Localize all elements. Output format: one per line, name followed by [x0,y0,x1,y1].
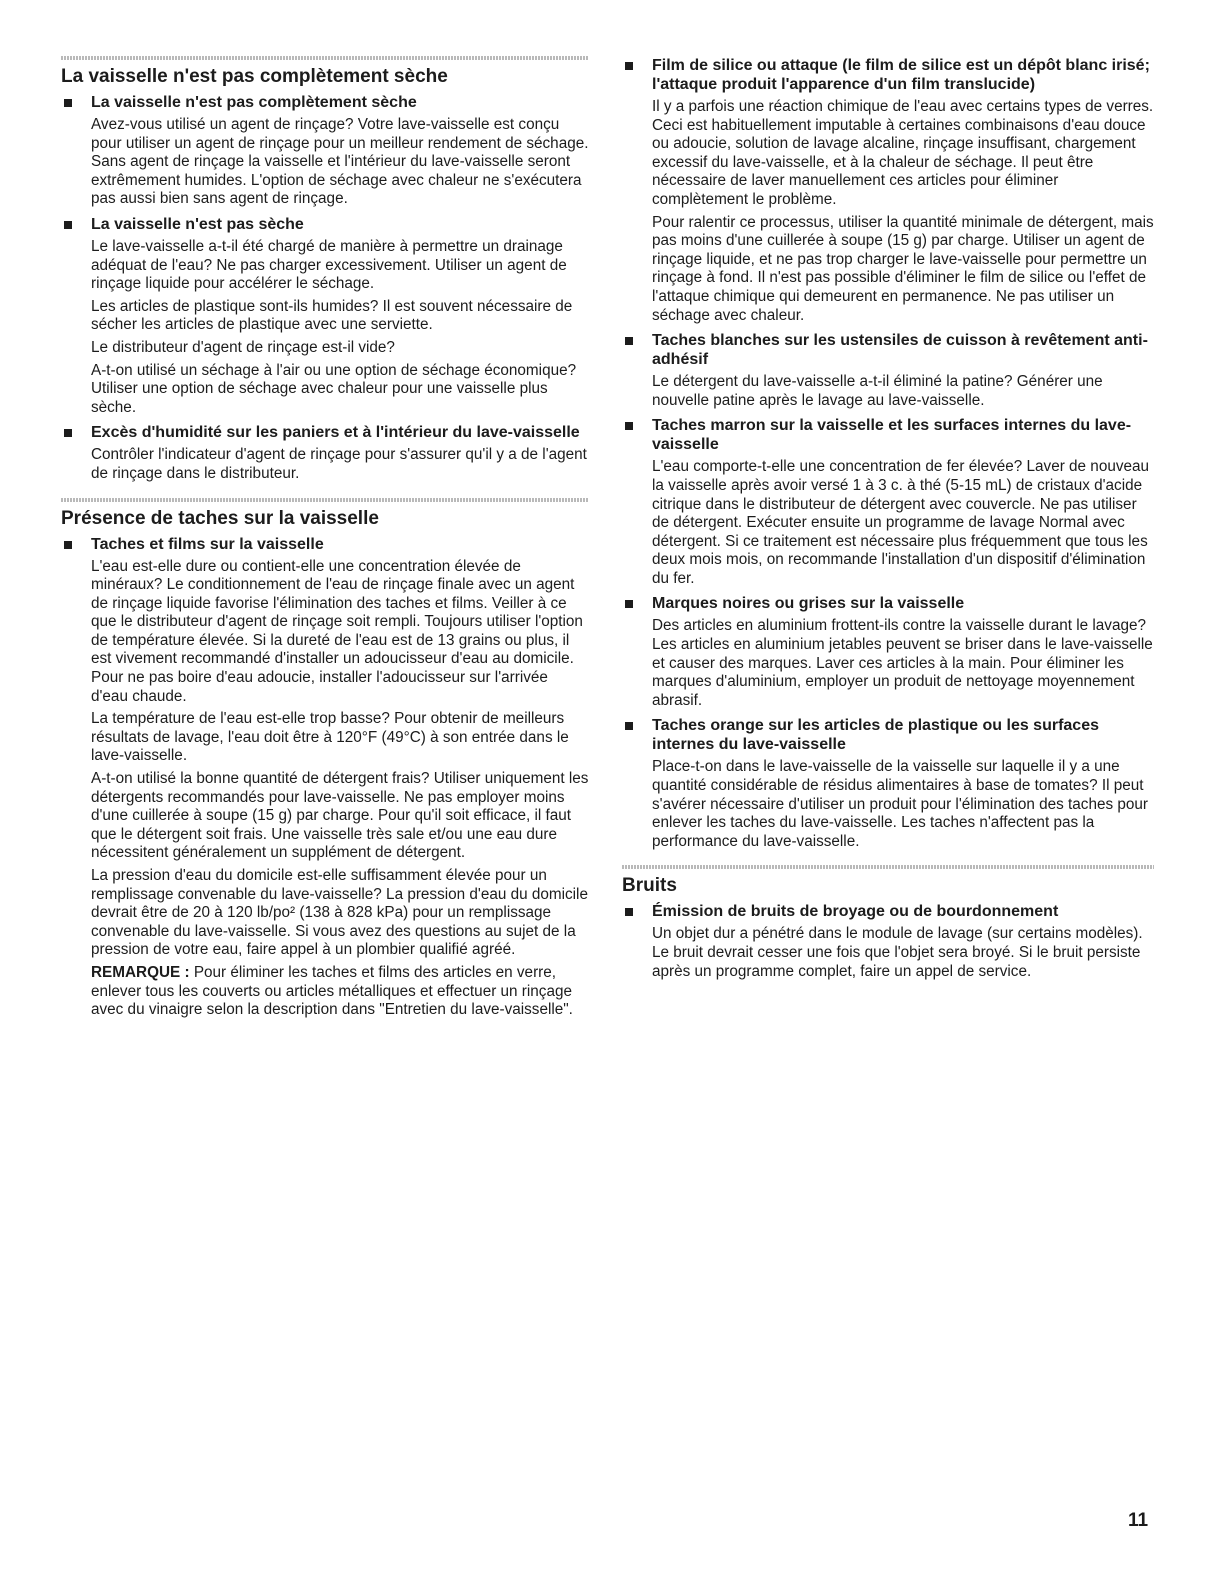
square-bullet-icon [64,221,72,229]
paragraph: Des articles en aluminium frottent-ils contre la vaisselle durant le lavage? Les articles en aluminium jetables peuvent se briser dans le lave-vaisselle et causer des marques. Laver ces articles à la main. Pour éliminer les marques d'aluminium, employer un produit de nettoyage moyennement abrasif. [652,617,1153,709]
list-item [622,716,1154,851]
paragraph: Avez-vous utilisé un agent de rinçage? Votre lave-vaisselle est conçu pour utiliser un agent de rinçage pour un meilleur rendement de séchage. Sans agent de rinçage la vaisselle et l'intérieur du lave-vaisselle seront extrêmement humides. L'option de séchage avec chaleur ne s'exécutera pas aussi bien sans agent de rinçage. [91,116,589,208]
left-column [61,56,589,1026]
list-item [622,56,1154,325]
list-item [622,416,1154,588]
paragraph: Le lave-vaisselle a-t-il été chargé de manière à permettre un drainage adéquat de l'eau? Ne pas charger excessivement. Utiliser un agent de rinçage liquide pour accélérer le séchage. [91,237,567,293]
square-bullet-icon [625,722,633,730]
paragraph: Contrôler l'indicateur d'agent de rinçage pour s'assurer qu'il y a de l'agent de rinçage dans le distributeur. [91,446,587,482]
item-heading: Film de silice ou attaque (le film de silice est un dépôt blanc irisé; l'attaque produit l'apparence d'un film translucide) [652,57,1150,93]
paragraph: Un objet dur a pénétré dans le module de lavage (sur certains modèles). Le bruit devrait cesser une fois que l'objet sera broyé. Si le bruit persiste après un programme complet, faire un appel de service. [652,925,1143,980]
section-heading-drying: La vaisselle n'est pas complètement sèche [61,66,448,87]
page-number: 11 [1128,1510,1149,1531]
list-item [61,535,589,1020]
right-column [622,56,1154,987]
list-item [61,423,589,483]
square-bullet-icon [64,429,72,437]
note-paragraph [91,964,589,1020]
item-heading: Taches marron sur la vaisselle et les surfaces internes du lave-vaisselle [652,417,1132,454]
item-heading: Taches orange sur les articles de plastique ou les surfaces internes du lave-vaisselle [652,717,1099,754]
list-item [622,902,1154,981]
paragraph: Place-t-on dans le lave-vaisselle de la vaisselle sur laquelle il y a une quantité considérable de résidus alimentaires à base de tomates? Il peut s'avérer nécessaire d'utiliser un produit pour l'élimination des taches pour enlever les taches du lave-vaisselle. Les taches n'affectent pas la performance du lave-vaisselle. [652,758,1148,850]
paragraph: La température de l'eau est-elle trop basse? Pour obtenir de meilleurs résultats de lavage, l'eau doit être à 120°F (49°C) à son entrée dans le lave-vaisselle. [91,710,569,765]
section-heading-spots: Présence de taches sur la vaisselle [61,507,379,529]
item-heading: La vaisselle n'est pas sèche [91,215,304,233]
list-item [61,215,589,417]
note-text: Pour éliminer les taches et films des articles en verre, enlever tous les couverts ou articles métalliques et effectuer un rinçage avec du vinaigre selon la description dans "Entretien du lave-vaisselle". [91,963,573,1019]
paragraph: L'eau comporte-t-elle une concentration de fer élevée? Laver de nouveau la vaisselle après avoir versé 1 à 3 c. à thé (5-15 mL) de cristaux d'acide citrique dans le distributeur de détergent avec couvercle. Ne pas utiliser de détergent. Exécuter ensuite un programme de lavage Normal avec détergent. Si ce traitement est nécessaire plus fréquemment que tous les deux mois mois, on recommande l'installation d'un dispositif d'élimination du fer. [652,458,1149,587]
item-heading: La vaisselle n'est pas complètement sèche [91,94,417,111]
square-bullet-icon [625,600,633,608]
list-item [61,93,589,209]
paragraph: A-t-on utilisé un séchage à l'air ou une option de séchage économique? Utiliser une option de séchage avec chaleur pour une vaisselle plus sèche. [91,361,577,416]
item-heading: Taches et films sur la vaisselle [91,535,324,553]
list-item [622,594,1154,710]
paragraph: Le détergent du lave-vaisselle a-t-il éliminé la patine? Générer une nouvelle patine après le lavage au lave-vaisselle. [652,373,1103,409]
paragraph: L'eau est-elle dure ou contient-elle une concentration élevée de minéraux? Le conditionnement de l'eau de rinçage finale avec un agent de rinçage liquide favorise l'élimination des taches et films. Veiller à ce que le distributeur d'agent de rinçage soit rempli. Toujours utiliser l'option de température élevée. Si la dureté de l'eau est de 13 grains ou plus, il est vivement recommandé d'installer un adoucisseur d'eau au domicile. Pour ne pas boire d'eau adoucie, installer l'adoucisseur sur l'arrivée d'eau chaude. [91,557,583,705]
square-bullet-icon [625,422,633,430]
square-bullet-icon [625,908,633,916]
paragraph: A-t-on utilisé la bonne quantité de détergent frais? Utiliser uniquement les détergents recommandés pour lave-vaisselle. Ne pas employer moins d'une cuillerée à soupe (15 g) par charge. Pour qu'il soit efficace, il faut que le détergent soit frais. Une vaisselle très sale et/ou une eau dure nécessitent généralement un supplément de détergent. [91,770,589,862]
paragraph: Il y a parfois une réaction chimique de l'eau avec certains types de verres. Ceci est habituellement imputable à certaines combinaisons d'eau douce ou adoucie, solution de lavage alcaline, rinçage insuffisant, chargement excessif du lave-vaisselle, et à la chaleur de séchage. Il peut être nécessaire de laver manuellement ces articles pour éliminer complètement le problème. [652,98,1154,208]
list-item [622,331,1154,410]
item-heading: Marques noires ou grises sur la vaisselle [652,595,965,613]
square-bullet-icon [625,337,633,345]
paragraph: Les articles de plastique sont-ils humides? Il est souvent nécessaire de sécher les articles de plastique avec une serviette. [91,297,573,334]
item-heading: Excès d'humidité sur les paniers et à l'intérieur du lave-vaisselle [91,424,580,442]
section-heading-noises: Bruits [622,875,677,897]
item-heading: Taches blanches sur les ustensiles de cuisson à revêtement anti-adhésif [652,332,1148,369]
square-bullet-icon [64,541,72,549]
section-divider [61,498,589,502]
section-divider [622,865,1154,869]
item-heading: Émission de bruits de broyage ou de bourdonnement [652,903,1059,921]
square-bullet-icon [64,99,72,107]
paragraph: Pour ralentir ce processus, utiliser la quantité minimale de détergent, mais pas moins d'une cuillerée à soupe (15 g) par charge. Utiliser un agent de rinçage liquide, et ne pas trop charger le lave-vaisselle pour permettre un rinçage à fond. Il n'est pas possible d'éliminer le film de silice ou l'effet de l'attaque chimique qui demeurent en permanence. Ne pas utiliser un séchage avec chaleur. [652,213,1154,324]
note-label: REMARQUE : [91,963,190,981]
paragraph: La pression d'eau du domicile est-elle suffisamment élevée pour un remplissage convenable du lave-vaisselle? La pression d'eau du domicile devrait être de 20 à 120 lb/po² (138 à 828 kPa) pour un remplissage convenable du lave-vaisselle. Si vous avez des questions au sujet de la pression de votre eau, faire appel à un plombier qualifié agréé. [91,867,588,959]
square-bullet-icon [625,62,633,70]
section-divider [61,56,589,60]
paragraph: Le distributeur d'agent de rinçage est-il vide? [91,338,395,356]
